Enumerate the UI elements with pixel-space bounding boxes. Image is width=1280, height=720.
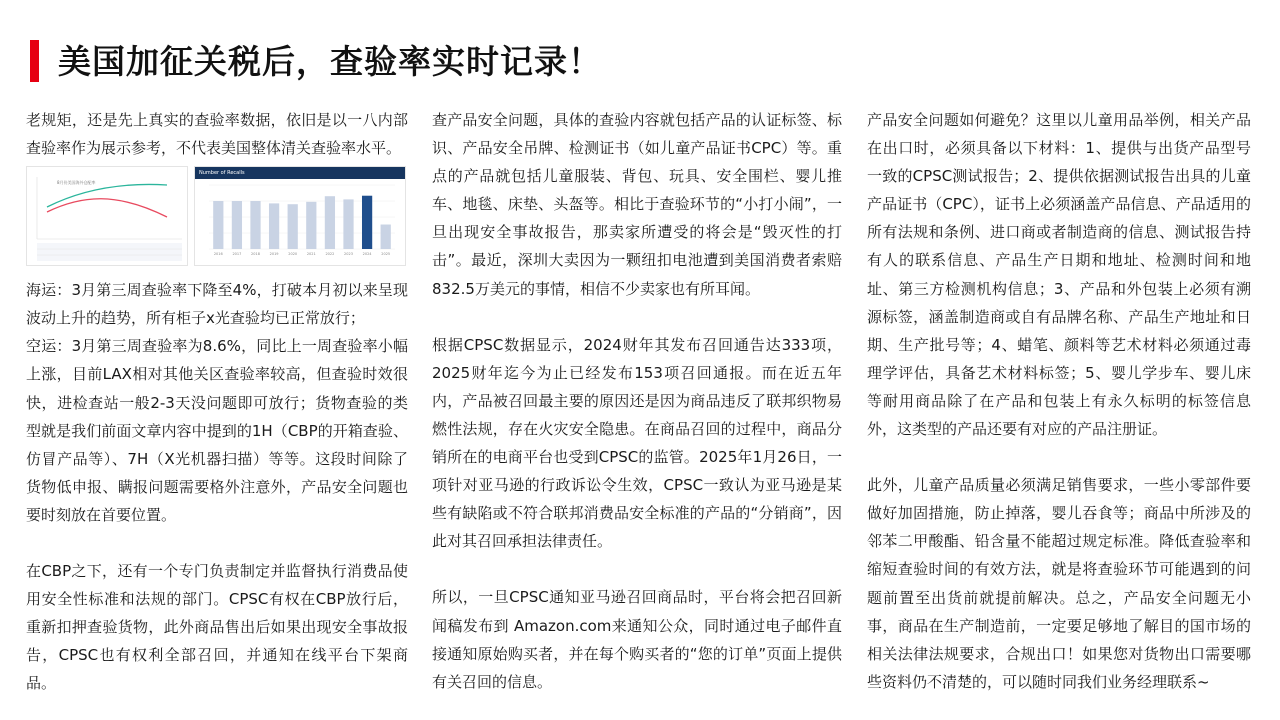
col3-paragraph-1: 产品安全问题如何避免？这里以儿童用品举例，相关产品在出口时，必须具备以下材料：1、提供与出货产品型号一致的CPSC测试报告；2、提供依据测试报告出具的儿童产品证书（CPC），证书上必须涵盖产品信息、产品适用的所有法规和条例、进口商或者制造商的信息、测试报告持有人的联系信息、产品生产日期和地址、检测时间和地址、第三方检测机构信息；3、产品和外包装上必须有溯源标签，涵盖制造商或自有品牌名称、产品生产地址和日期、生产批号等；4、蜡笔、颜料等艺术材料必须通过毒理学评估，具备艺术材料标签；5、婴儿学步车、婴儿床等耐用商品除了在产品和包装上有永久标明的标签信息外，这类型的产品还要有对应的产品注册证。 [867, 111, 1251, 439]
inspection-rate-line-chart [26, 166, 188, 266]
bar-2016 [213, 201, 223, 249]
line-chart-title: 8月份美国海外仓配率 [57, 180, 96, 186]
tick-label-2018: 2018 [251, 252, 260, 257]
line-series-red [47, 199, 167, 217]
tick-label-2025: 2025 [381, 252, 391, 257]
col1-paragraph-1: 老规矩，还是先上真实的查验率数据，依旧是以一八内部查验率作为展示参考，不代表美国整体清关查验率水平。 [26, 111, 408, 158]
bar-2023 [343, 200, 353, 250]
column-1 [26, 106, 408, 698]
bar-2017 [232, 201, 242, 249]
col2-paragraph-2: 根据CPSC数据显示，2024财年其发布召回通告达333项，2025财年迄今为止已经发布153项召回通报。而在近五年内，产品被召回最主要的原因还是因为商品违反了联邦织物易燃性法规，存在火灾安全隐患。在商品召回的过程中，商品分销所在的电商平台也受到CPSC的监管。2025年1月26日，一项针对亚马逊的行政诉讼令生效，CPSC一致认为亚马逊是某些有缺陷或不符合联邦消费品安全标准的产品的“分销商”，因此对其召回承担法律责任。 [432, 335, 842, 551]
inspection-charts [26, 166, 404, 266]
bar-2019 [269, 204, 279, 250]
bar-2022 [325, 196, 335, 249]
col2-paragraph-3: 所以，一旦CPSC通知亚马逊召回商品时，平台将会把召回新闻稿发布到 Amazon.com来通知公众，同时通过电子邮件直接通知原始购买者，并在每个购买者的“您的订单”页面上提供有关召回的信息。 [432, 588, 842, 691]
title-accent-bar [30, 40, 39, 82]
bar-chart-svg [195, 167, 405, 265]
bar-2021 [306, 202, 316, 249]
page-title: 美国加征关税后，查验率实时记录！ [58, 42, 602, 81]
tick-label-2021: 2021 [306, 252, 316, 257]
column-2 [432, 106, 842, 696]
tick-label-2016: 2016 [213, 252, 223, 257]
column-3 [867, 106, 1251, 696]
recalls-bar-chart [194, 166, 406, 266]
line-chart-svg [27, 167, 187, 265]
col2-paragraph-1: 查产品安全问题，具体的查验内容就包括产品的认证标签、标识、产品安全吊牌、检测证书（如儿童产品证书CPC）等。重点的产品就包括儿童服装、背包、玩具、安全围栏、婴儿推车、地毯、床垫、头盔等。相比于查验环节的“小打小闹”，一旦出现安全事故报告，那卖家所遭受的将会是“毁灭性的打击”。最近，深圳大卖因为一颗纽扣电池遭到美国消费者索赔832.5万美元的事情，相信不少卖家也有所耳闻。 [432, 111, 842, 298]
tick-label-2019: 2019 [269, 252, 279, 257]
bar-chart-title: Number of Recalls [195, 167, 405, 179]
tick-label-2020: 2020 [288, 252, 298, 257]
col1-paragraph-4: 在CBP之下，还有一个专门负责制定并监督执行消费品使用安全性标准和法规的部门。CPSC有权在CBP放行后，重新扣押查验货物，此外商品售出后如果出现安全事故报告，CPSC也有权利全部召回，并通知在线平台下架商品。 [26, 562, 408, 693]
bar-2018 [250, 201, 260, 249]
col1-paragraph-3: 空运：3月第三周查验率为8.6%，同比上一周查验率小幅上涨，目前LAX相对其他关区查验率较高，但查验时效很快，进检查站一般2-3天没问题即可放行；货物查验的类型就是我们前面文章内容中提到的1H（CBP的开箱查验、仿冒产品等）、7H（X光机器扫描）等等。这段时间除了货物低申报、瞒报问题需要格外注意外，产品安全问题也要时刻放在首要位置。 [26, 337, 408, 524]
tick-label-2023: 2023 [344, 252, 353, 257]
bar-2024 [362, 196, 372, 249]
bar-2020 [288, 204, 298, 249]
tick-label-2017: 2017 [232, 252, 242, 257]
tick-label-2022: 2022 [325, 252, 335, 257]
col1-paragraph-2: 海运：3月第三周查验率下降至4%，打破本月初以来呈现波动上升的趋势，所有柜子x光查验均已正常放行； [26, 281, 408, 328]
bar-2025 [381, 225, 391, 249]
col3-paragraph-2: 此外，儿童产品质量必须满足销售要求，一些小零部件要做好加固措施，防止掉落，婴儿吞食等；商品中所涉及的邻苯二甲酸酯、铅含量不能超过规定标准。降低查验率和缩短查验时间的有效方法，就是将查验环节可能遇到的问题前置至出货前就提前解决。总之，产品安全问题无小事，商品在生产制造前，一定要足够地了解目的国市场的相关法律法规要求，合规出口！如果您对货物出口需要哪些资料仍不清楚的，可以随时同我们业务经理联系~ [867, 476, 1251, 691]
tick-label-2024: 2024 [362, 252, 372, 257]
